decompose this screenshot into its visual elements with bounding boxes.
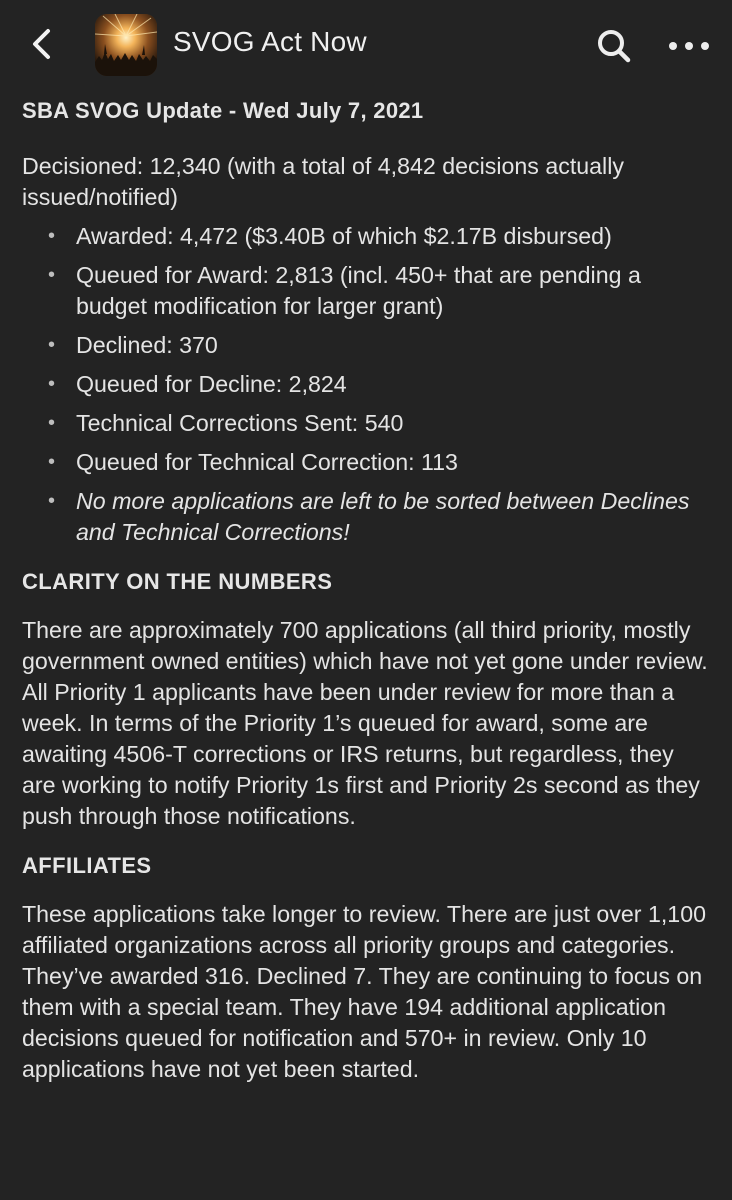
- decisioned-summary: Decisioned: 12,340 (with a total of 4,842 decisions actually issued/notified): [22, 153, 624, 210]
- bullet-icon: •: [48, 412, 56, 434]
- more-horizontal-icon: [667, 40, 711, 52]
- stat-text: Awarded: 4,472 ($3.40B of which $2.17B disbursed): [76, 223, 612, 249]
- search-button[interactable]: [592, 24, 636, 68]
- top-bar: [0, 0, 732, 88]
- post-body: [22, 92, 712, 1085]
- stats-list: [22, 221, 712, 548]
- list-item: [22, 408, 712, 439]
- post-title: SBA SVOG Update - Wed July 7, 2021: [22, 98, 424, 123]
- list-item: [22, 369, 712, 400]
- bullet-icon: •: [48, 334, 56, 356]
- list-item: [22, 447, 712, 478]
- stat-note: No more applications are left to be sorted between Declines and Technical Corrections!: [76, 488, 690, 545]
- back-button[interactable]: [22, 22, 62, 66]
- group-avatar[interactable]: [95, 14, 157, 76]
- search-icon: [595, 27, 633, 65]
- list-item: [22, 330, 712, 361]
- bullet-icon: •: [48, 490, 56, 512]
- list-item: [22, 221, 712, 252]
- more-options-button[interactable]: [664, 28, 714, 64]
- affiliates-heading: AFFILIATES: [22, 853, 152, 878]
- stat-text: Queued for Technical Correction: 113: [76, 449, 458, 475]
- affiliates-paragraph: These applications take longer to review. There are just over 1,100 affiliated organizations across all priority groups and categories. They’ve awarded 316. Declined 7. They are continuing to focus on them with a special team. They have 194 additional application decisions queued for notification and 570+ in review. Only 10 applications have not yet been started.: [22, 901, 706, 1082]
- stat-text: Queued for Award: 2,813 (incl. 450+ that are pending a budget modification for larger grant): [76, 262, 641, 319]
- bullet-icon: •: [48, 225, 56, 247]
- list-item: [22, 260, 712, 322]
- stat-text: Technical Corrections Sent: 540: [76, 410, 404, 436]
- stat-text: Queued for Decline: 2,824: [76, 371, 347, 397]
- bullet-icon: •: [48, 451, 56, 473]
- chevron-left-icon: [30, 27, 54, 61]
- clarity-paragraph: There are approximately 700 applications (all third priority, mostly government owned entities) which have not yet gone under review. All Priority 1 applicants have been under review for more than a week. In terms of the Priority 1’s queued for award, some are awaiting 4506-T corrections or IRS returns, but regardless, they are working to notify Priority 1s first and Priority 2s second as they push through those notifications.: [22, 617, 708, 829]
- group-name[interactable]: SVOG Act Now: [173, 26, 367, 57]
- concert-image: [95, 14, 157, 76]
- bullet-icon: •: [48, 373, 56, 395]
- clarity-heading: CLARITY ON THE NUMBERS: [22, 569, 333, 594]
- bullet-icon: •: [48, 264, 56, 286]
- list-item: [22, 486, 712, 548]
- stat-text: Declined: 370: [76, 332, 218, 358]
